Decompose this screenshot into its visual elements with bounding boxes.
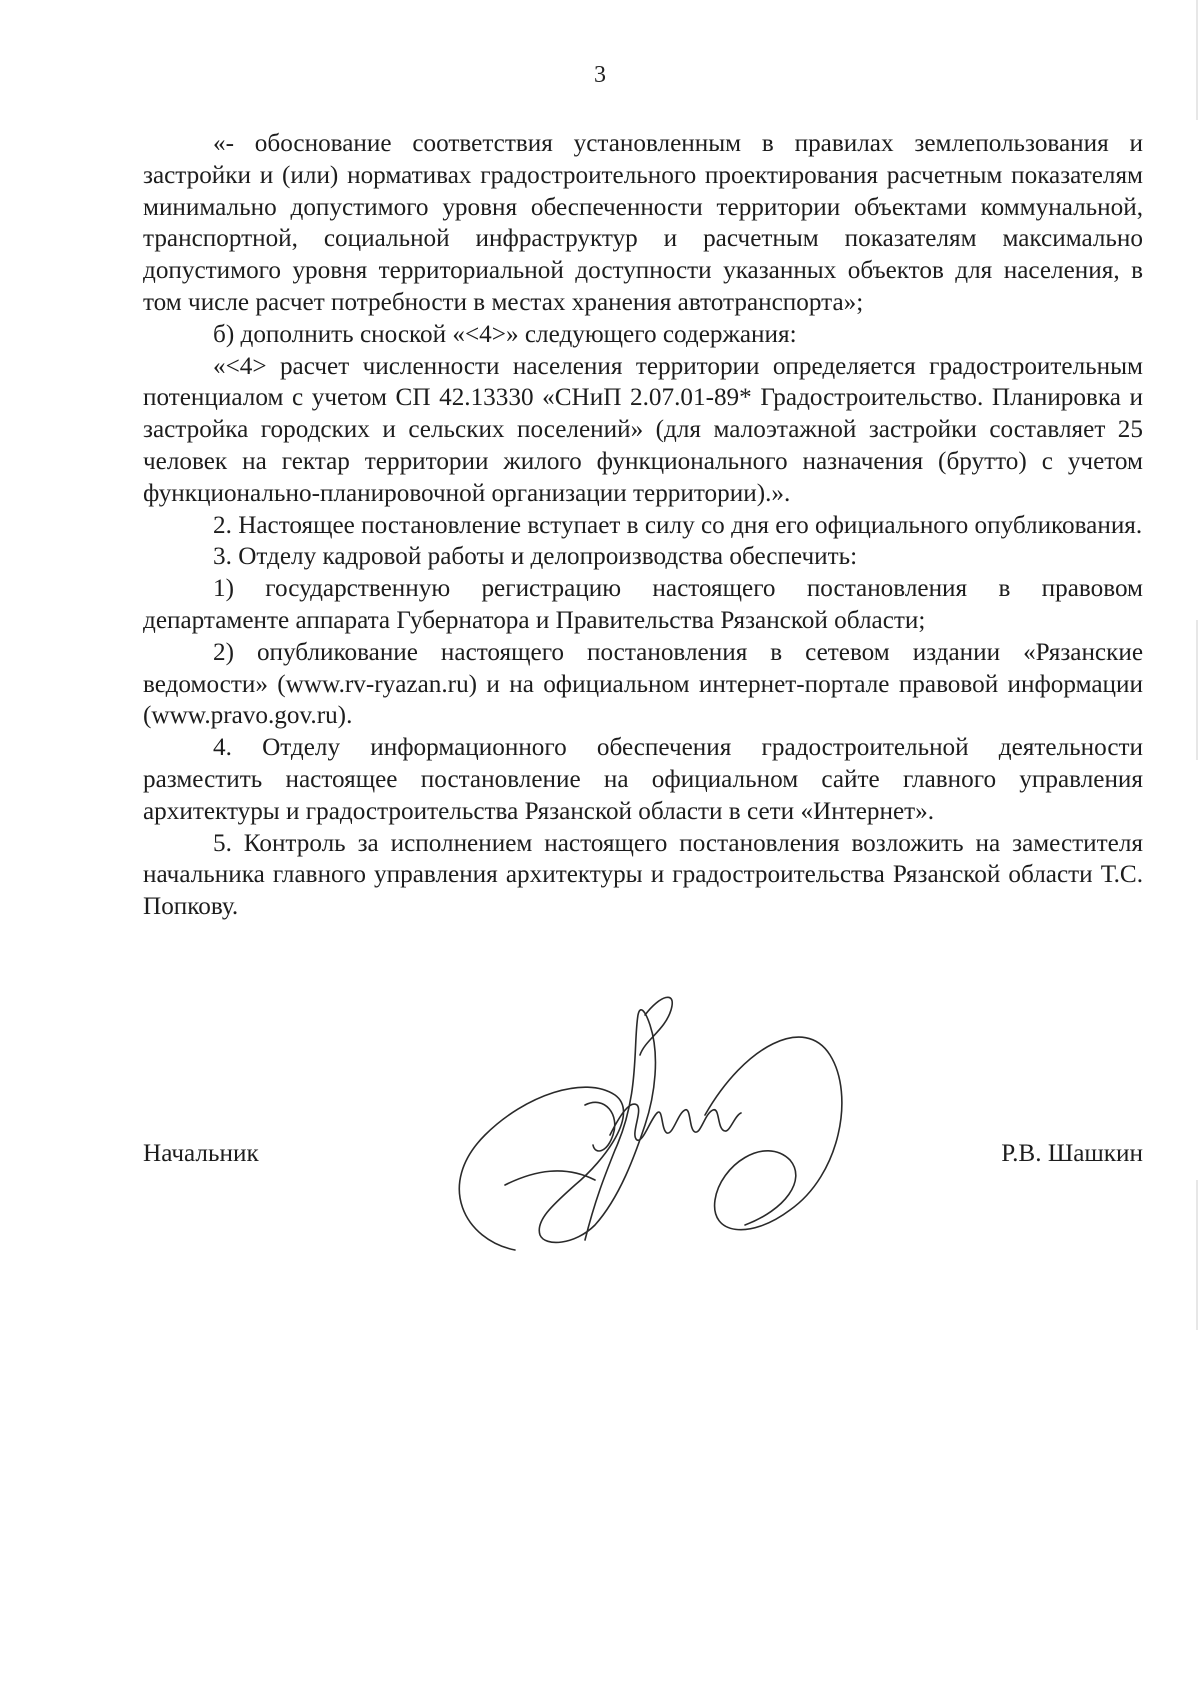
paragraph: 3. Отделу кадровой работы и делопроизводства обеспечить: [213,543,858,571]
document-body [143,128,1143,923]
paragraph: 2. Настоящее постановление вступает в силу со дня его официального опубликования. [213,511,1143,539]
paragraph: 4. Отделу информационного обеспечения градостроительной деятельности разместить настоящее постановление на официальном сайте главного управления архитектуры и градостроительства Рязанской области в сети «Интернет». [143,734,1143,825]
paragraph: «- обоснование соответствия установленным в правилах землепользования и застройки и (или) нормативах градостроительного проектирования расчетным показателям минимально допустимого уровня обеспеченности территории объектами коммунальной, транспортной, социальной инфраструктур и расчетным показателям максимально допустимого уровня территориальной доступности указанных объектов для населения, в том числе расчет потребности в местах хранения автотранспорта»; [143,130,1143,316]
paragraph: «<4> расчет численности населения территории определяется градостроительным потенциалом с учетом СП 42.13330 «СНиП 2.07.01-89* Градостроительство. Планировка и застройка городских и сельских поселений» (для малоэтажной застройки составляет 25 человек на гектар территории жилого функционального назначения (брутто) с учетом функционально-планировочной организации территории).». [143,352,1143,507]
paragraph: 5. Контроль за исполнением настоящего постановления возложить на заместителя начальника главного управления архитектуры и градостроительства Рязанской области Т.С. Попкову. [143,829,1143,921]
signer-position: Начальник [143,1140,259,1167]
paragraph: 2) опубликование настоящего постановления в сетевом издании «Рязанские ведомости» (www.rv-ryazan.ru) и на официальном интернет-портале правовой информации (www.pravo.gov.ru). [143,638,1143,730]
scan-edge-marks [1194,0,1200,1697]
page-number: 3 [594,62,606,88]
paragraph: б) дополнить сноской «<4>» следующего содержания: [213,320,797,348]
signer-name: Р.В. Шашкин [1001,1140,1143,1167]
paragraph: 1) государственную регистрацию настоящего постановления в правовом департаменте аппарата Губернатора и Правительства Рязанской области; [143,575,1143,634]
handwritten-signature [445,985,865,1285]
